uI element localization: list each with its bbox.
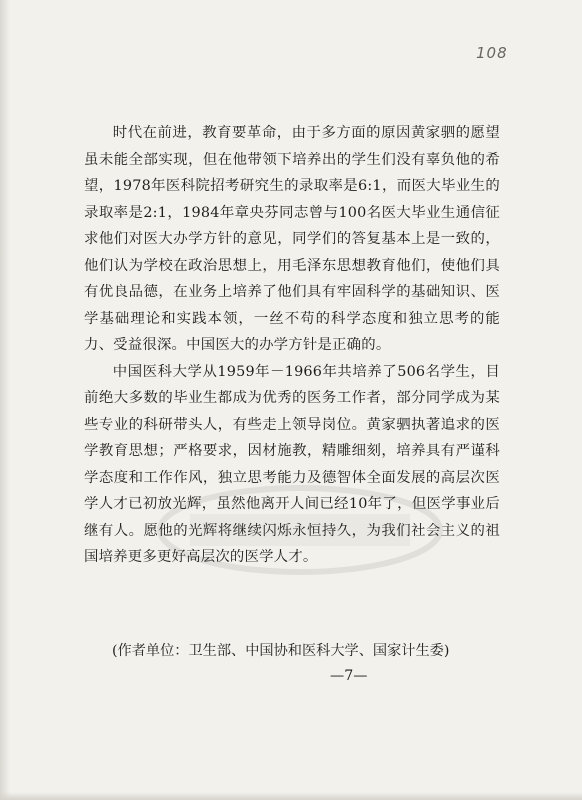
author-affiliation: (作者单位：卫生部、中国协和医科大学、国家计生委) <box>112 643 450 659</box>
handwritten-page-mark: 108 <box>476 44 508 62</box>
page-number: —7— <box>330 668 368 684</box>
paragraph-1: 时代在前进，教育要革命，由于多方面的原因黄家驷的愿望虽未能全部实现，但在他带领下培养出的学生们没有辜负他的希望，1978年医科院招考研究生的录取率是6:1，而医大毕业生的录取率是2:1，1984年章央芬同志曾与100名医大毕业生通信征求他们对医大办学方针的意见，同学们的答复基本上是一致的，他们认为学校在政治思想上，用毛泽东思想教育他们，使他们具有优良品德，在业务上培养了他们具有牢固科学的基础知识、医学基础理论和实践本领，一丝不苟的科学态度和独立思考的能力、受益很深。中国医大的办学方针是正确的。 <box>84 125 500 353</box>
body-text <box>84 120 500 571</box>
paragraph-2: 中国医科大学从1959年－1966年共培养了506名学生，目前绝大多数的毕业生都成为优秀的医务工作者，部分同学成为某些专业的科研带头人，有些走上领导岗位。黄家驷执著追求的医学教育思想；严格要求，因材施教，精雕细刻，培养具有严谨科学态度和工作作风，独立思考能力及德智体全面发展的高层次医学人才已初放光辉，虽然他离开人间已经10年了，但医学事业后继有人。愿他的光辉将继续闪烁永恒持久，为我们社会主义的祖国培养更多更好高层次的医学人才。 <box>84 363 500 565</box>
